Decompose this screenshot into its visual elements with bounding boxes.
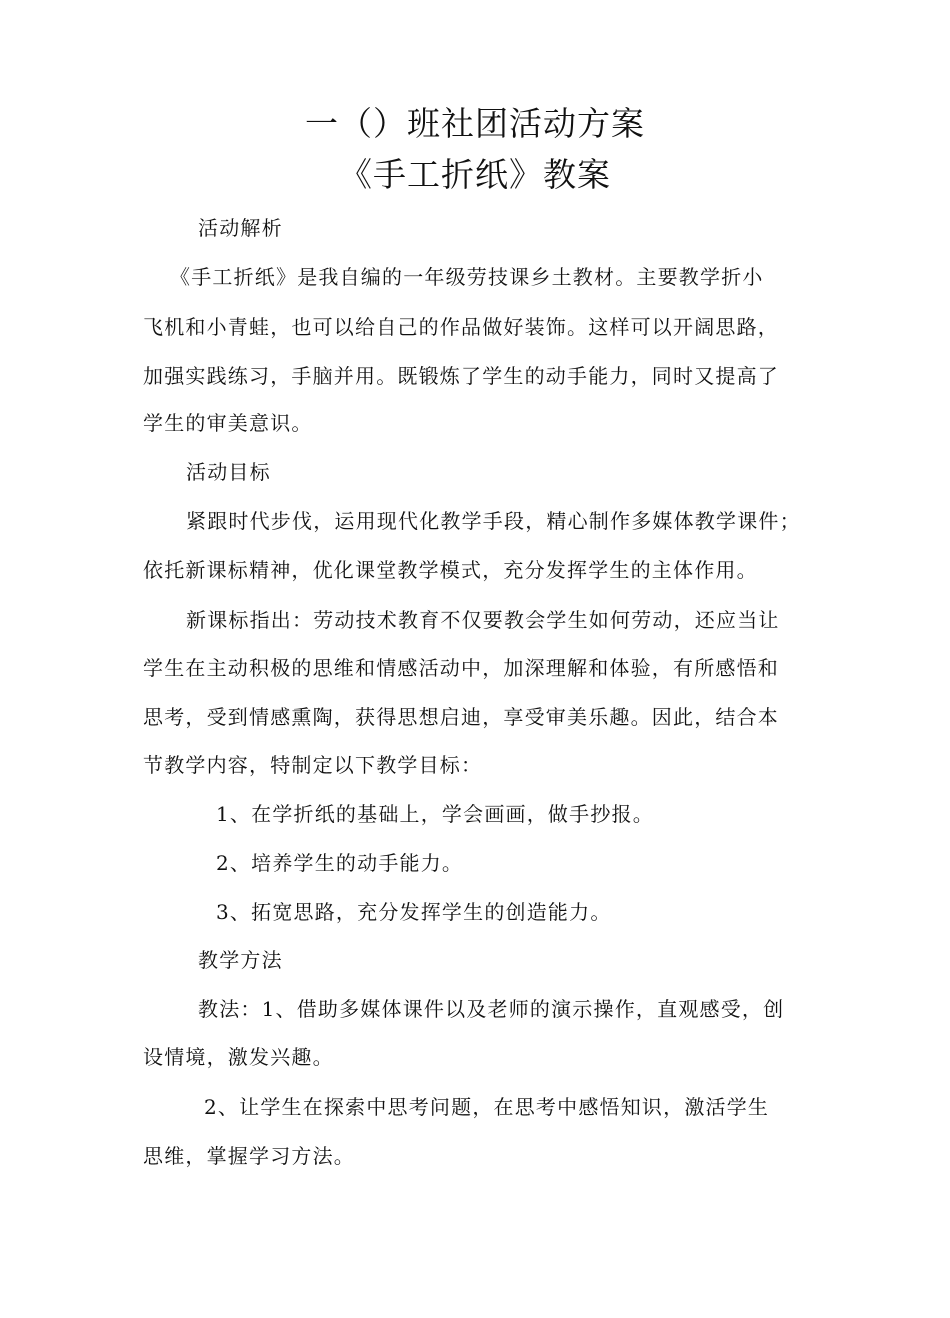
paragraph-line: 节教学内容，特制定以下教学目标：: [143, 753, 483, 777]
page-title: 一（）班社团活动方案: [305, 104, 645, 143]
paragraph-line: 思考，受到情感熏陶，获得思想启迪，享受审美乐趣。因此，结合本: [143, 705, 779, 729]
section-heading-activity-analysis: 活动解析: [198, 216, 283, 240]
paragraph-line: 《手工折纸》是我自编的一年级劳技课乡土教材。主要教学折小: [170, 265, 764, 289]
paragraph-line: 加强实践练习，手脑并用。既锻炼了学生的动手能力，同时又提高了: [143, 364, 779, 388]
page-subtitle: 《手工折纸》教案: [339, 155, 611, 194]
paragraph-line: 学生在主动积极的思维和情感活动中，加深理解和体验，有所感悟和: [143, 656, 779, 680]
paragraph-line: 飞机和小青蛙，也可以给自己的作品做好装饰。这样可以开阔思路，: [143, 315, 779, 339]
paragraph-line: 2、让学生在探索中思考问题，在思考中感悟知识，激活学生: [204, 1095, 770, 1119]
goal-item: 1、在学折纸的基础上，学会画画，做手抄报。: [216, 802, 654, 826]
goal-item: 2、培养学生的动手能力。: [216, 851, 464, 875]
paragraph-line: 紧跟时代步伐，运用现代化教学手段，精心制作多媒体教学课件；: [186, 509, 801, 533]
paragraph-line: 依托新课标精神，优化课堂教学模式，充分发挥学生的主体作用。: [143, 558, 758, 582]
paragraph-line: 新课标指出：劳动技术教育不仅要教会学生如何劳动，还应当让: [186, 608, 780, 632]
paragraph-line: 教法：1、借助多媒体课件以及老师的演示操作，直观感受，创: [198, 997, 785, 1021]
paragraph-line: 思维，掌握学习方法。: [143, 1144, 355, 1168]
section-heading-teaching-methods: 教学方法: [198, 948, 283, 972]
section-heading-activity-goals: 活动目标: [186, 460, 271, 484]
paragraph-line: 学生的审美意识。: [143, 411, 313, 435]
goal-item: 3、拓宽思路，充分发挥学生的创造能力。: [216, 900, 612, 924]
paragraph-line: 设情境，激发兴趣。: [143, 1045, 334, 1069]
